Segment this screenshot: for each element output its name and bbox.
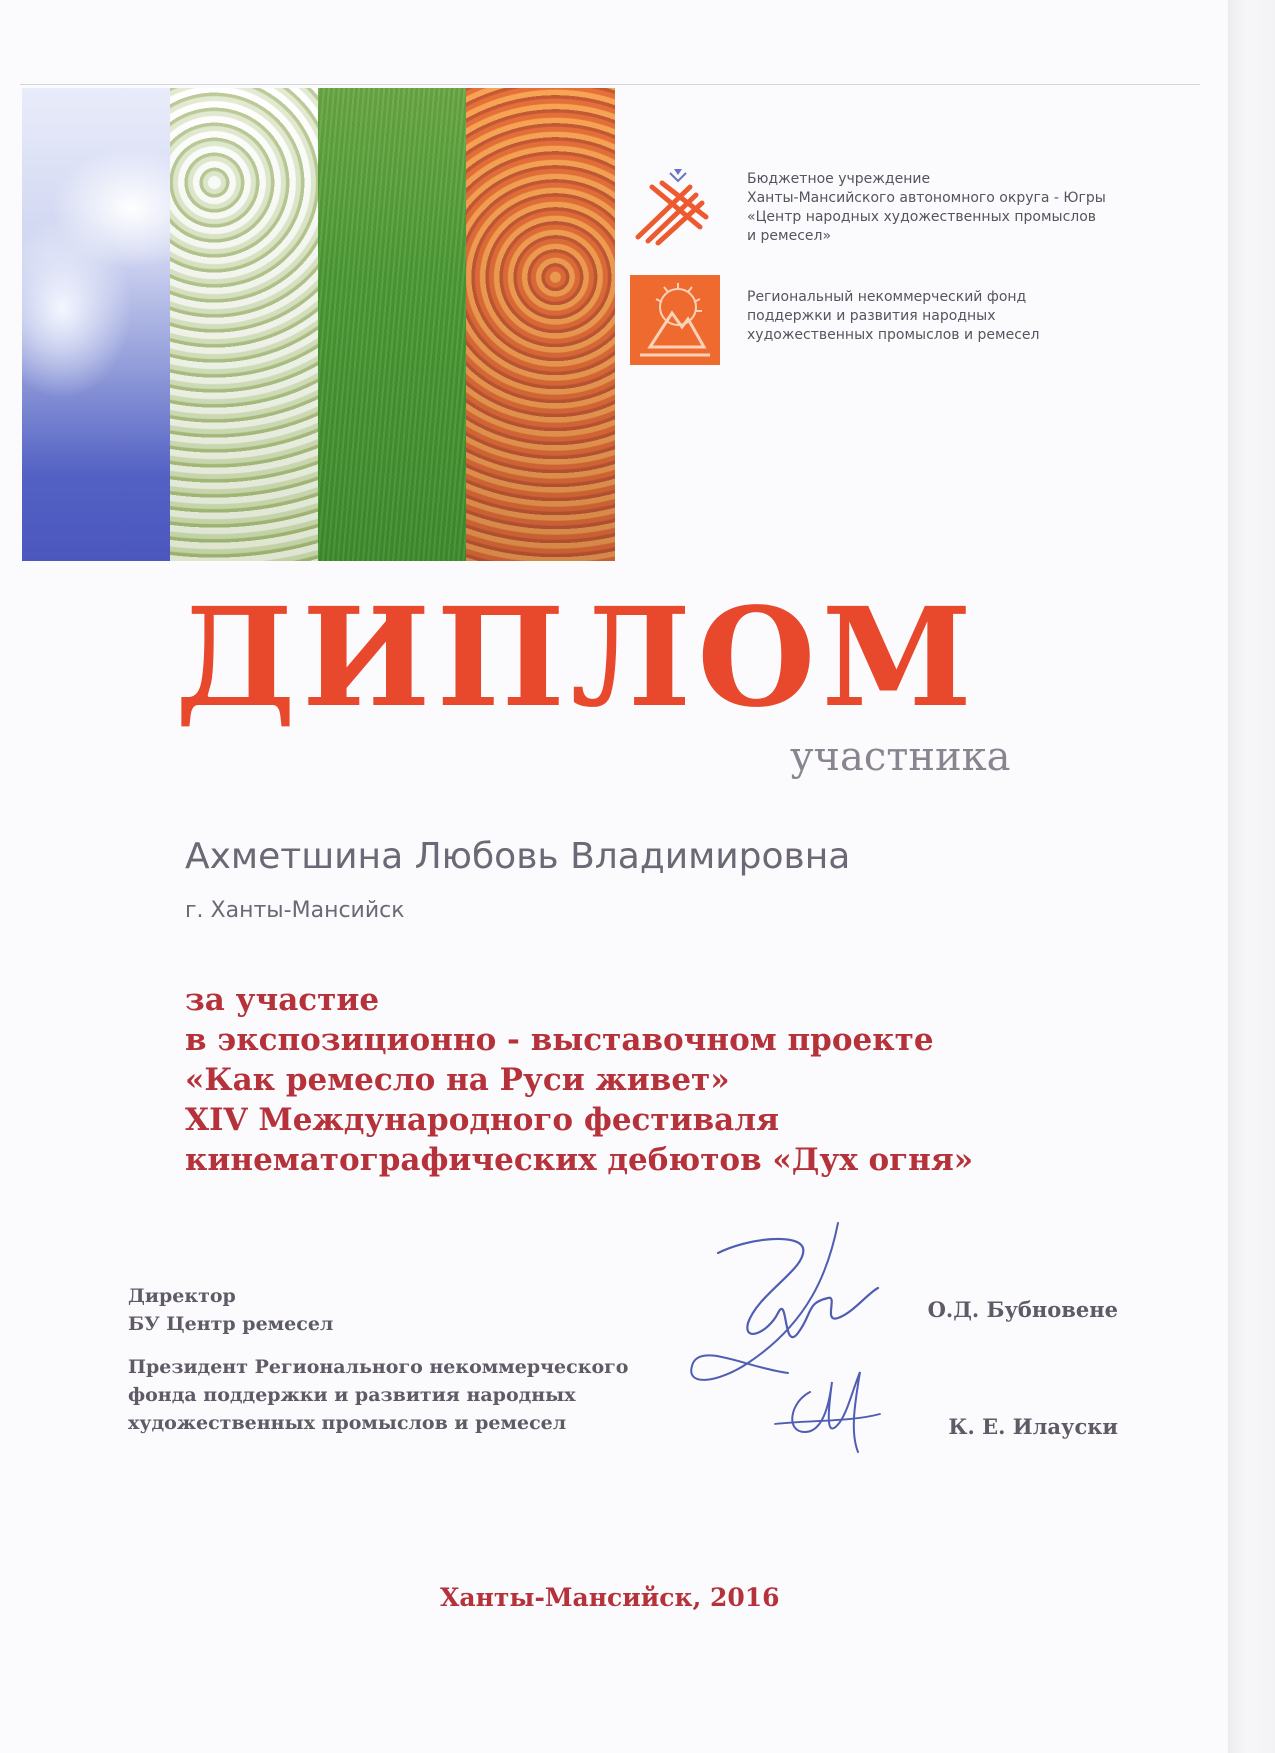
winter-photo <box>22 88 170 561</box>
sun-mountain-logo-icon <box>630 275 720 365</box>
top-rule <box>20 84 1200 85</box>
crafts-center-name: Бюджетное учреждение Ханты-Мансийского автономного округа - Югры «Центр народных художественных промыслов и ремесел» <box>747 171 1106 244</box>
autumn-leaves-photo <box>466 88 615 561</box>
summer-grass-photo <box>318 88 466 561</box>
diploma-subtitle: участника <box>790 734 1011 780</box>
recipient-city: г. Ханты-Мансийск <box>185 898 405 923</box>
place-and-year: Ханты-Мансийск, 2016 <box>440 1583 780 1612</box>
reason-line: «Как ремесло на Руси живет» <box>185 1062 730 1098</box>
fund-president-name: К. Е. Илауски <box>948 1414 1118 1439</box>
director-name: О.Д. Бубновене <box>927 1297 1118 1322</box>
reason-line: в экспозиционно - выставочном проекте <box>185 1022 934 1058</box>
regional-fund-name: Региональный некоммерческий фонд поддержки и развития народных художественных промыслов и ремесел <box>747 289 1040 343</box>
president-signature-icon <box>770 1362 890 1462</box>
reason-line: за участие <box>185 982 380 1018</box>
reason-line: XIV Международного фестиваля <box>185 1102 780 1138</box>
spring-snowdrops-photo <box>170 88 318 561</box>
seasons-photo-strip <box>22 88 615 561</box>
reason-line: кинематографических дебютов «Дух огня» <box>185 1142 974 1178</box>
award-reason <box>185 980 1085 1180</box>
crossed-stripes-logo-icon <box>630 165 712 247</box>
fund-president-role: Президент Регионального некоммерческого фонда поддержки и развития народных художественных промыслов и ремесел <box>128 1356 629 1434</box>
diploma-title: ДИПЛОМ <box>175 578 979 738</box>
recipient-name: Ахметшина Любовь Владимировна <box>185 836 851 877</box>
director-role: Директор БУ Центр ремесел <box>128 1285 334 1335</box>
page-edge-shadow <box>1228 0 1275 1753</box>
